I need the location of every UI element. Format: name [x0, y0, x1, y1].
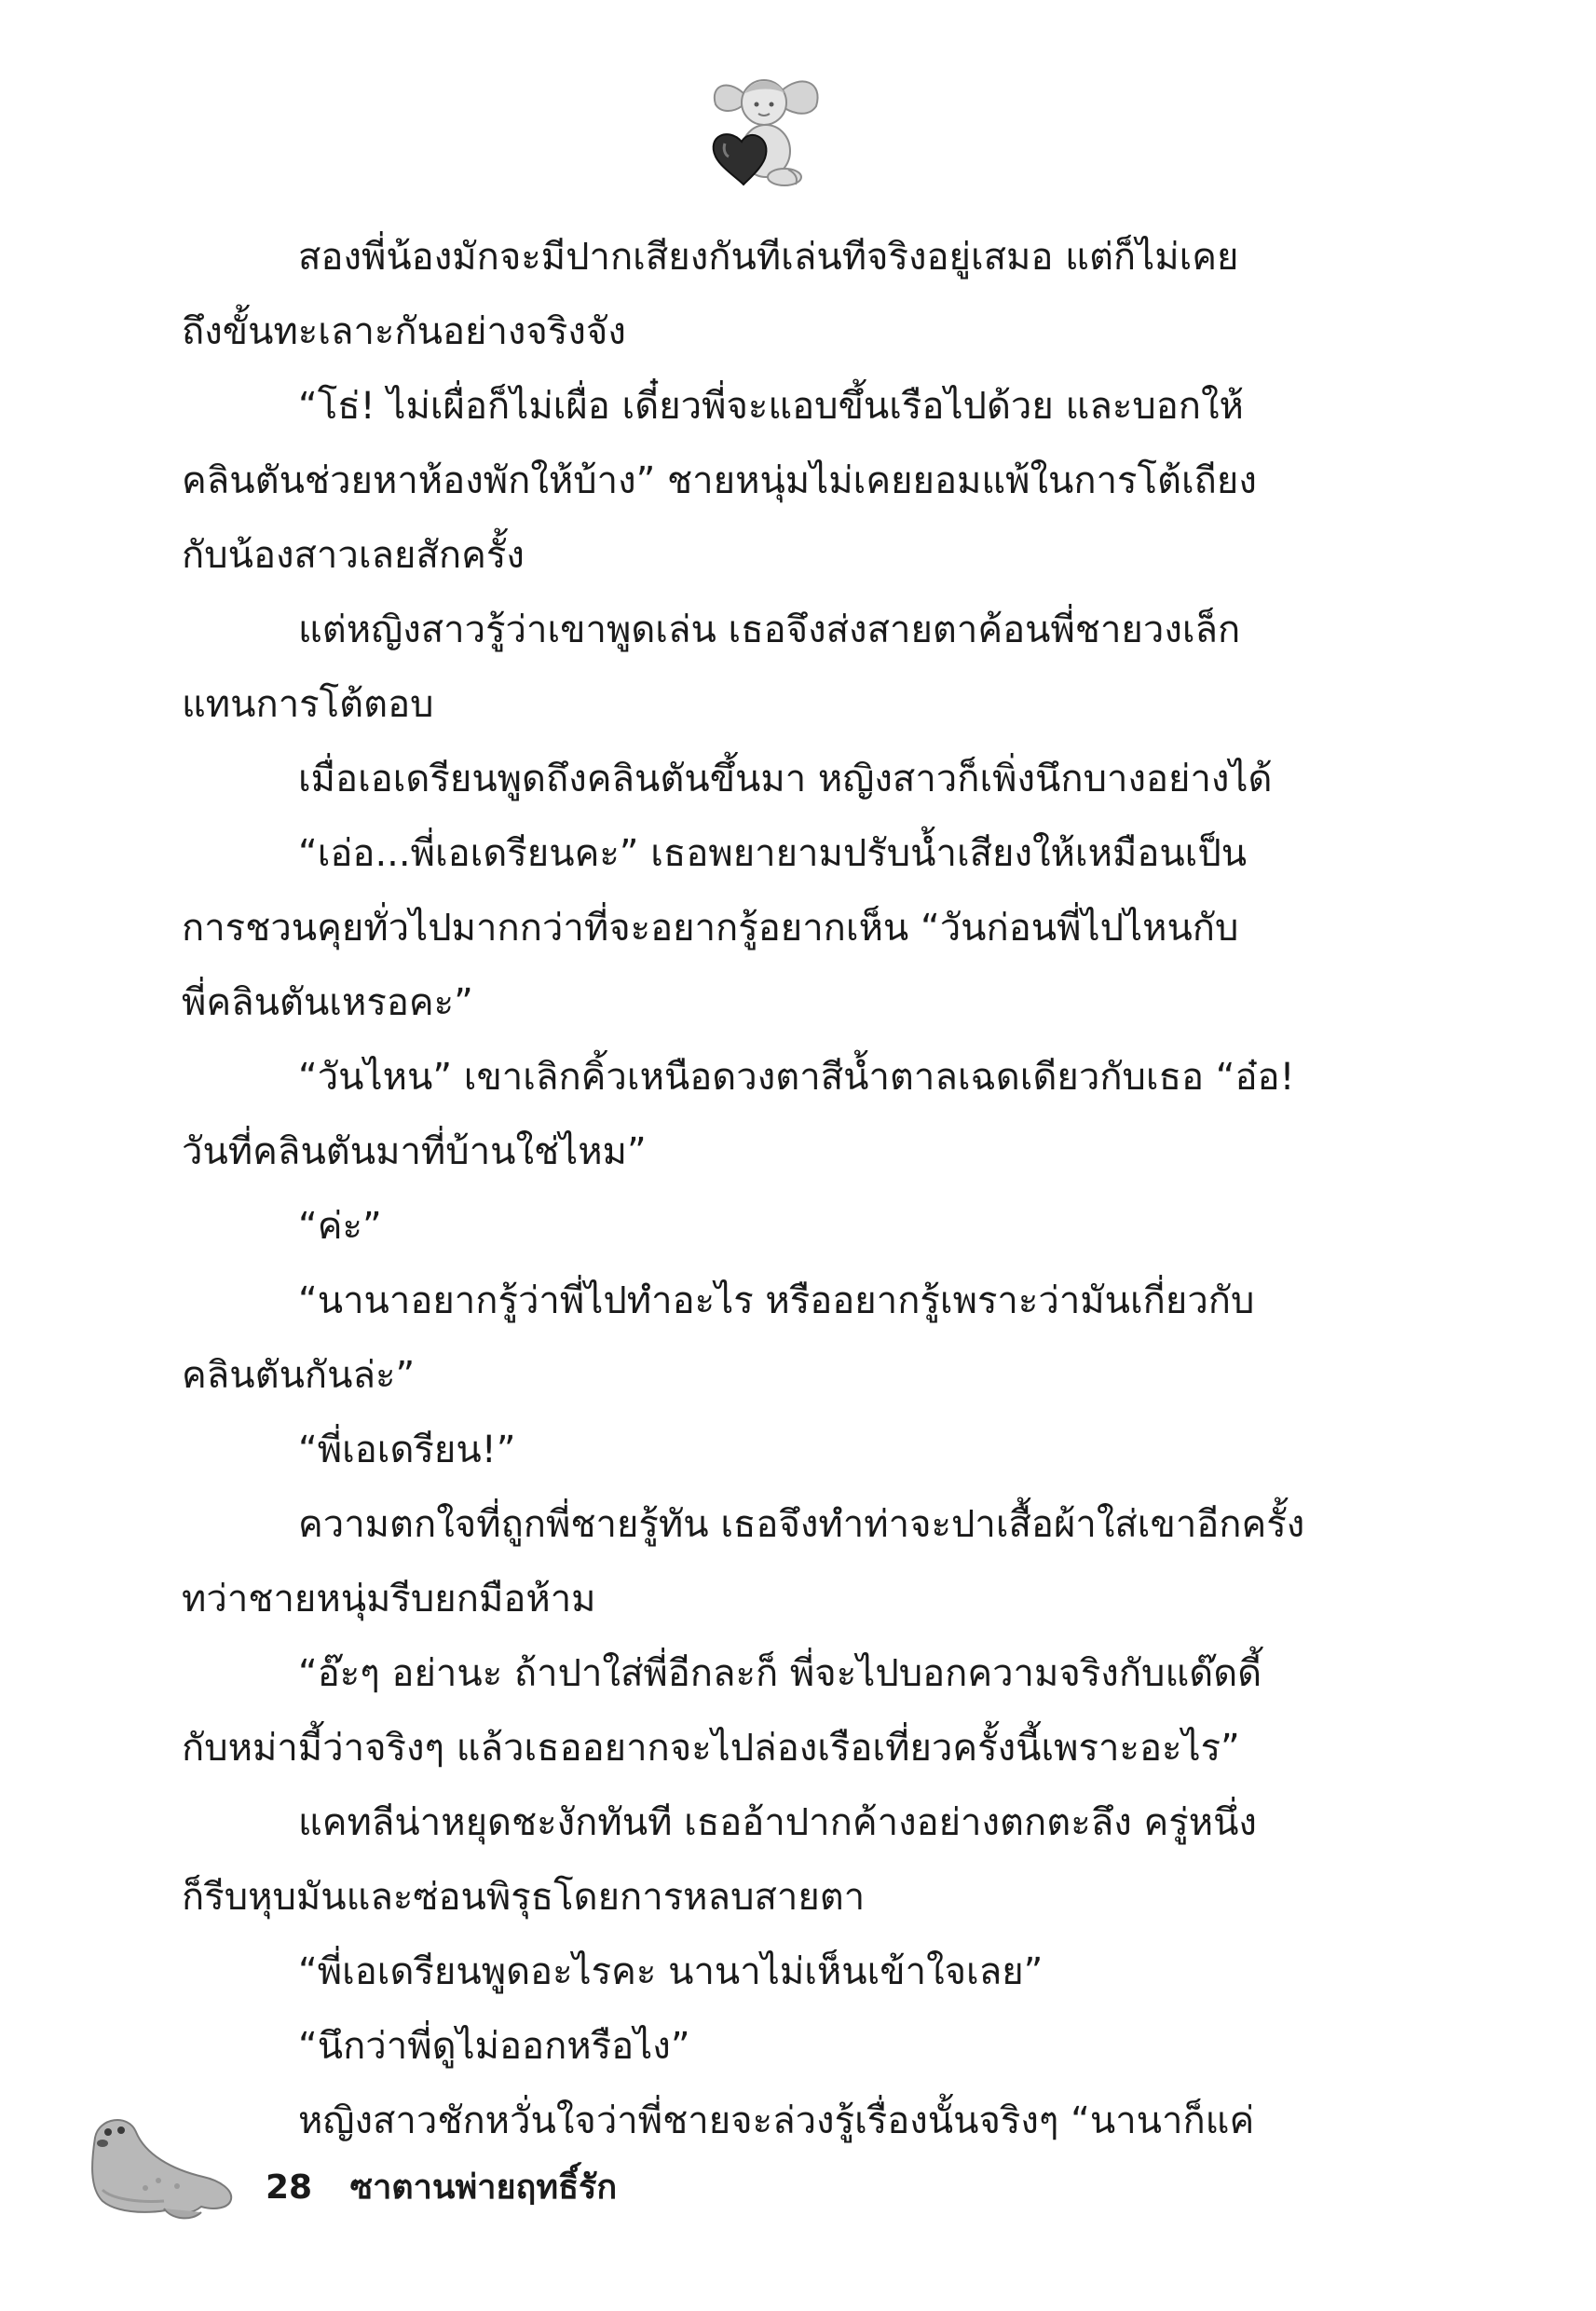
text-line: ทว่าชายหนุ่มรีบยกมือห้าม: [182, 1578, 596, 1620]
text-line: กับน้องสาวเลยสักครั้ง: [182, 534, 525, 577]
text-line: “โธ่! ไม่เผื่อก็ไม่เผื่อ เดี๋ยวพี่จะแอบขึ้นเรือไปด้วย และบอกให้: [298, 385, 1244, 428]
text-line: ความตกใจที่ถูกพี่ชายรู้ทัน เธอจึงทำท่าจะปาเสื้อผ้าใส่เขาอีกครั้ง: [298, 1503, 1305, 1546]
text-line: คลินตันช่วยหาห้องพักให้บ้าง” ชายหนุ่มไม่เคยยอมแพ้ในการโต้เถียง: [182, 459, 1257, 502]
text-line: วันที่คลินตันมาที่บ้านใช่ไหม”: [182, 1130, 647, 1173]
seal-icon: [75, 2097, 242, 2227]
text-line: คลินตันกันล่ะ”: [182, 1354, 416, 1397]
text-line: ก็รีบหุบมันและซ่อนพิรุธโดยการหลบสายตา: [182, 1876, 866, 1919]
text-line: กับหม่ามี้ว่าจริงๆ แล้วเธออยากจะไปล่องเรือเที่ยวครั้งนี้เพราะอะไร”: [182, 1727, 1240, 1770]
book-title: ซาตานพ่ายฤทธิ์รัก: [349, 2168, 618, 2207]
text-line: “พี่เอเดรียน!”: [298, 1429, 516, 1471]
text-line: หญิงสาวชักหวั่นใจว่าพี่ชายจะล่วงรู้เรื่องนั้นจริงๆ “นานาก็แค่: [298, 2099, 1255, 2142]
text-line: เมื่อเอเดรียนพูดถึงคลินตันขึ้นมา หญิงสาวก็เพิ่งนึกบางอย่างได้: [298, 758, 1273, 800]
page-footer: [266, 2160, 617, 2213]
text-line: แต่หญิงสาวรู้ว่าเขาพูดเล่น เธอจึงส่งสายตาค้อนพี่ชายวงเล็ก: [298, 609, 1241, 651]
text-line: การชวนคุยทั่วไปมากกว่าที่จะอยากรู้อยากเห็น “วันก่อนพี่ไปไหนกับ: [182, 907, 1239, 950]
text-line: ถึงขั้นทะเลาะกันอย่างจริงจัง: [182, 310, 626, 353]
text-line: “พี่เอเดรียนพูดอะไรคะ นานาไม่เห็นเข้าใจเลย”: [298, 1950, 1044, 1993]
text-line: “อ๊ะๆ อย่านะ ถ้าปาใส่พี่อีกละก็ พี่จะไปบอกความจริงกับแด๊ดดี้: [298, 1652, 1262, 1695]
text-line: แทนการโต้ตอบ: [182, 683, 434, 726]
cupid-with-heart-icon: [699, 65, 829, 196]
text-line: สองพี่น้องมักจะมีปากเสียงกันทีเล่นทีจริงอยู่เสมอ แต่ก็ไม่เคย: [298, 236, 1239, 279]
text-line: “นานาอยากรู้ว่าพี่ไปทำอะไร หรืออยากรู้เพราะว่ามันเกี่ยวกับ: [298, 1279, 1255, 1322]
text-line: “ค่ะ”: [298, 1205, 382, 1248]
text-line: แคทลีน่าหยุดชะงักทันที เธออ้าปากค้างอย่างตกตะลึง ครู่หนึ่ง: [298, 1801, 1257, 1844]
text-line: พี่คลินตันเหรอคะ”: [182, 981, 473, 1024]
body-text: [182, 220, 1328, 2158]
text-line: “วันไหน” เขาเลิกคิ้วเหนือดวงตาสีน้ำตาลเฉดเดียวกับเธอ “อ๋อ!: [298, 1056, 1295, 1099]
text-line: “เอ่อ...พี่เอเดรียนคะ” เธอพยายามปรับน้ำเสียงให้เหมือนเป็น: [298, 832, 1248, 875]
page-number: 28: [266, 2168, 313, 2207]
text-line: “นึกว่าพี่ดูไม่ออกหรือไง”: [298, 2025, 690, 2068]
